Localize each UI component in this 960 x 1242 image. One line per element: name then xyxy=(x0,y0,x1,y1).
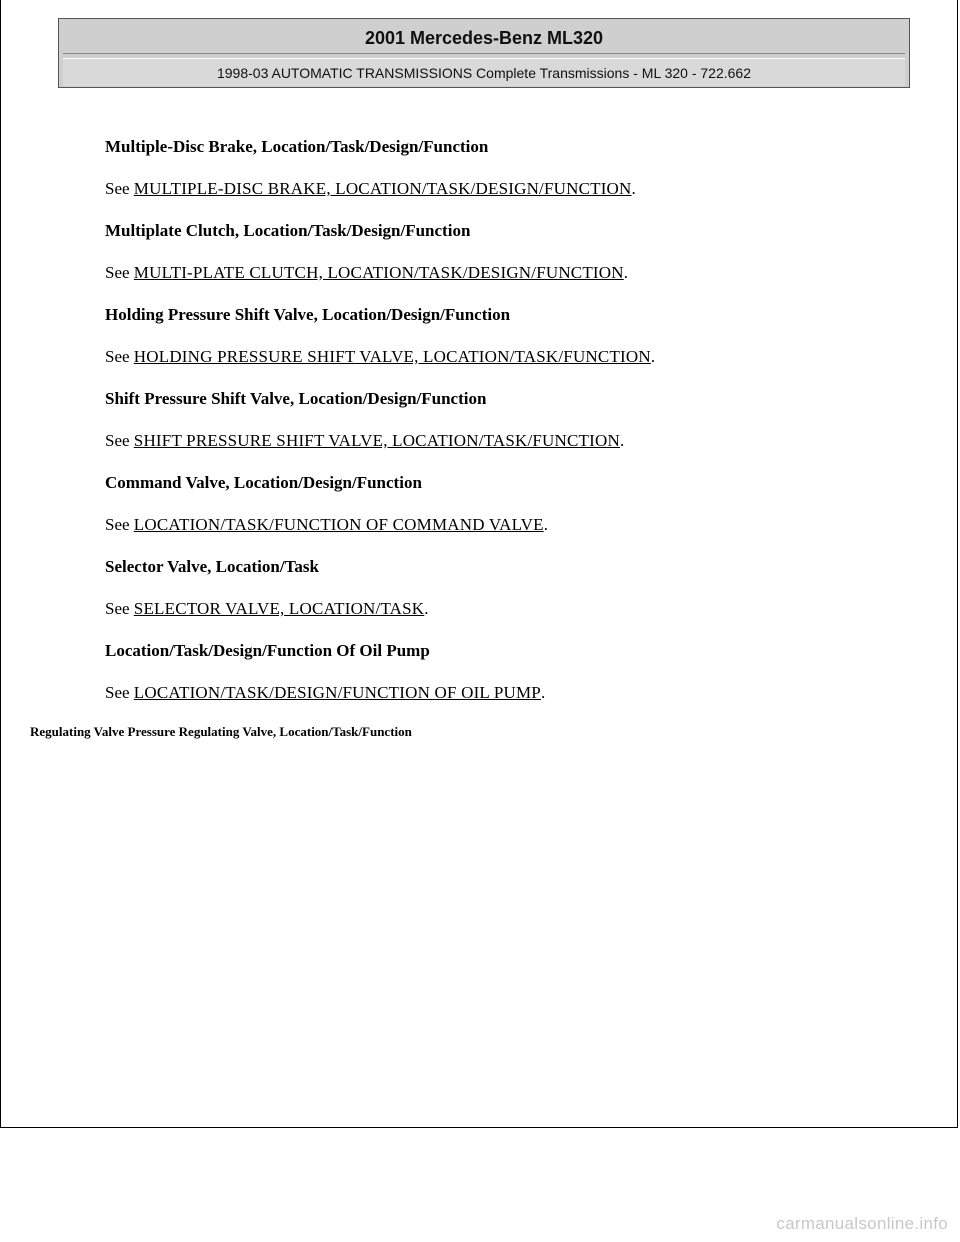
entry-see-line xyxy=(105,427,905,455)
document-header xyxy=(58,18,910,88)
entry-selector-valve xyxy=(105,553,905,623)
entry-oil-pump xyxy=(105,637,905,707)
entry-see-line xyxy=(105,595,905,623)
header-title-row xyxy=(63,23,905,54)
entry-holding-pressure-shift-valve xyxy=(105,301,905,371)
cross-reference-link[interactable]: LOCATION/TASK/DESIGN/FUNCTION OF OIL PUMP xyxy=(133,683,541,702)
cross-reference-link[interactable]: MULTIPLE-DISC BRAKE, LOCATION/TASK/DESIGN/FUNCTION xyxy=(133,179,632,198)
see-prefix: See xyxy=(105,431,130,450)
section-heading-regulating-valve: Regulating Valve Pressure Regulating Valve, Location/Task/Function xyxy=(30,724,412,739)
entry-see-line xyxy=(105,511,905,539)
entry-see-line xyxy=(105,679,905,707)
header-title: 2001 Mercedes-Benz ML320 xyxy=(364,27,604,48)
entry-heading: Shift Pressure Shift Valve, Location/Design/Function xyxy=(105,389,487,408)
entry-heading: Selector Valve, Location/Task xyxy=(105,557,319,576)
watermark: carmanualsonline.info xyxy=(776,1214,948,1233)
see-suffix: . xyxy=(619,431,625,450)
see-prefix: See xyxy=(105,263,130,282)
entry-see-line xyxy=(105,343,905,371)
entry-shift-pressure-shift-valve xyxy=(105,385,905,455)
cross-reference-link[interactable]: SELECTOR VALVE, LOCATION/TASK xyxy=(133,599,425,618)
content-section xyxy=(105,133,905,721)
header-subtitle: 1998-03 AUTOMATIC TRANSMISSIONS Complete Transmissions - ML 320 - 722.662 xyxy=(216,64,752,81)
entry-heading: Command Valve, Location/Design/Function xyxy=(105,473,422,492)
see-suffix: . xyxy=(631,179,636,198)
cross-reference-link[interactable]: LOCATION/TASK/FUNCTION OF COMMAND VALVE xyxy=(133,515,544,534)
see-suffix: . xyxy=(650,347,656,366)
see-prefix: See xyxy=(105,683,130,702)
entry-see-line xyxy=(105,175,905,203)
entry-multiplate-clutch xyxy=(105,217,905,287)
header-inner xyxy=(63,23,905,83)
entry-heading: Multiplate Clutch, Location/Task/Design/Function xyxy=(105,221,471,240)
cross-reference-link[interactable]: SHIFT PRESSURE SHIFT VALVE, LOCATION/TASK/FUNCTION xyxy=(133,431,620,450)
see-prefix: See xyxy=(105,599,130,618)
see-suffix: . xyxy=(540,683,546,702)
entry-multiple-disc-brake xyxy=(105,133,905,203)
entry-heading: Location/Task/Design/Function Of Oil Pump xyxy=(105,641,430,660)
entry-see-line xyxy=(105,259,905,287)
see-suffix: . xyxy=(543,515,548,534)
cross-reference-link[interactable]: HOLDING PRESSURE SHIFT VALVE, LOCATION/TASK/FUNCTION xyxy=(133,347,651,366)
see-suffix: . xyxy=(424,599,429,618)
entry-heading: Holding Pressure Shift Valve, Location/Design/Function xyxy=(105,305,511,324)
see-prefix: See xyxy=(105,347,130,366)
cross-reference-link[interactable]: MULTI-PLATE CLUTCH, LOCATION/TASK/DESIGN/FUNCTION xyxy=(133,263,624,282)
header-subtitle-row xyxy=(63,58,905,86)
entry-command-valve xyxy=(105,469,905,539)
entry-heading: Multiple-Disc Brake, Location/Task/Design/Function xyxy=(105,137,489,156)
see-prefix: See xyxy=(105,179,130,198)
see-suffix: . xyxy=(623,263,628,282)
see-prefix: See xyxy=(105,515,130,534)
